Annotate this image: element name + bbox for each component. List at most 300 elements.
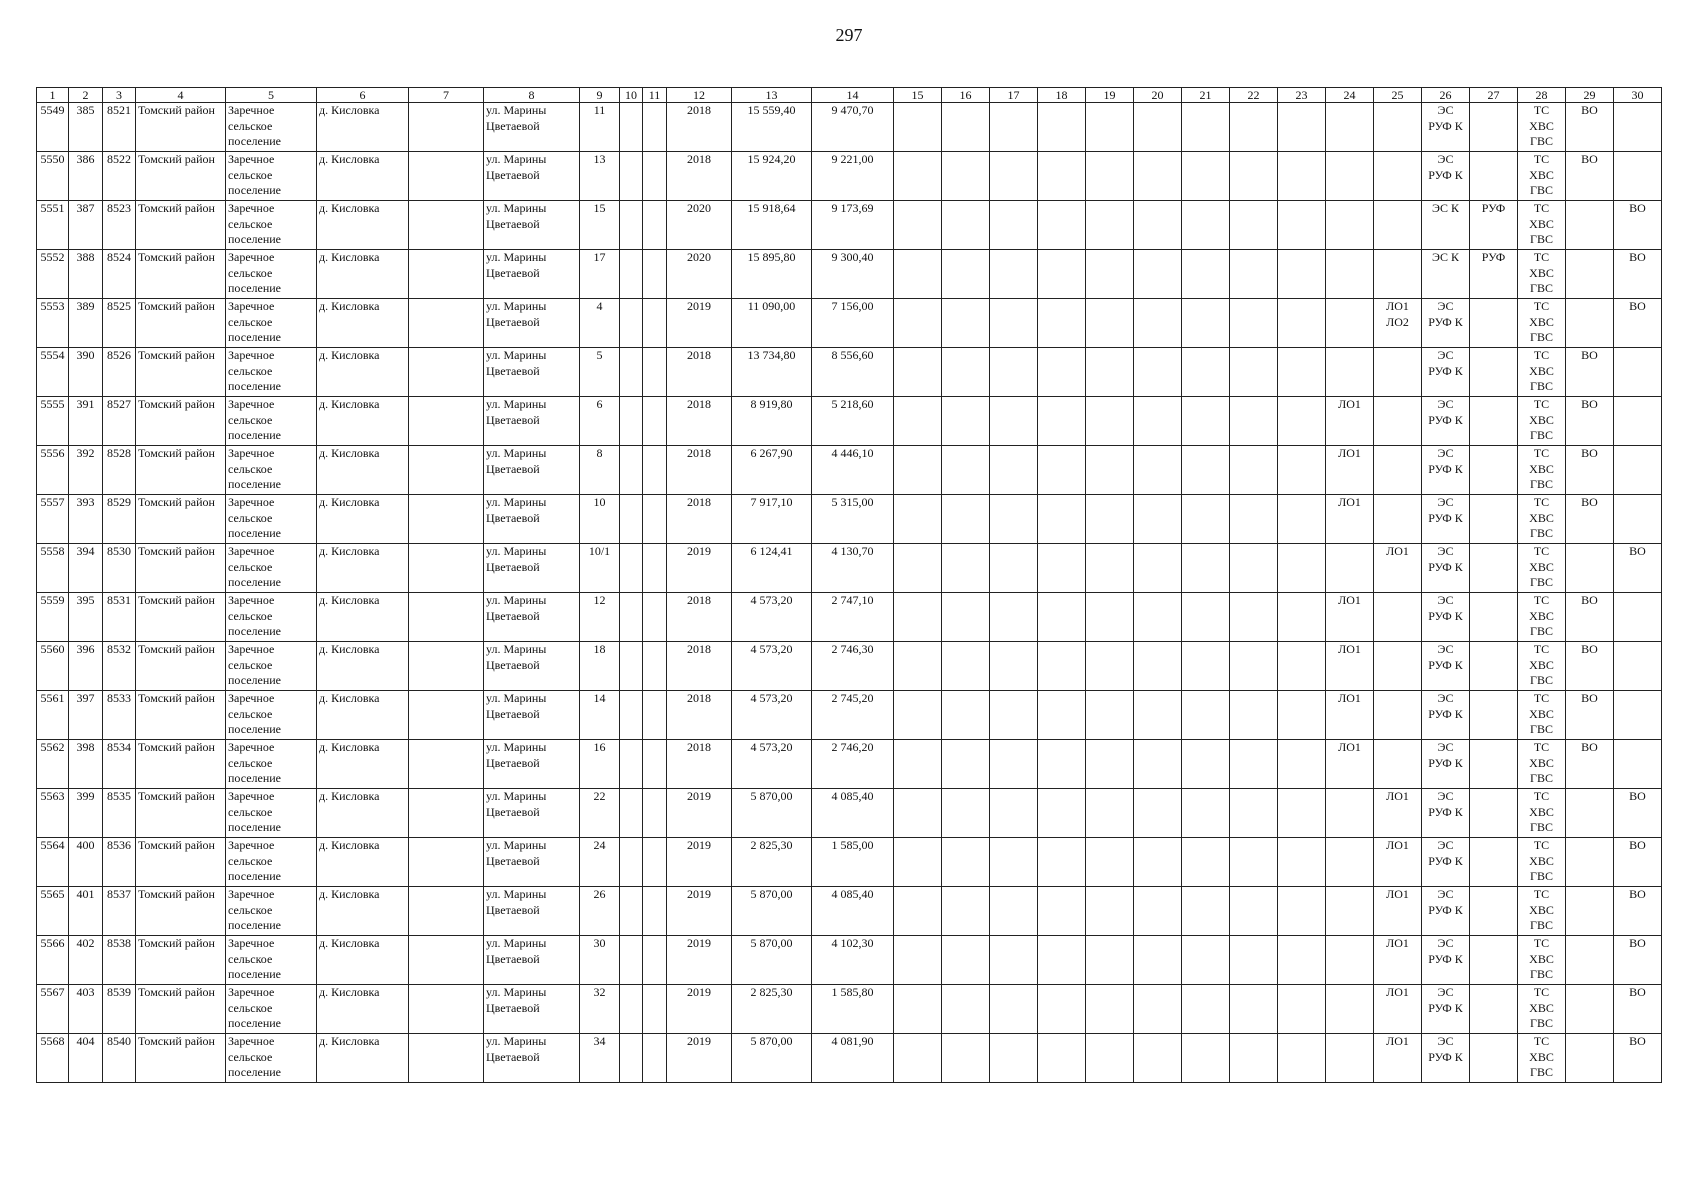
cell-street	[484, 397, 580, 446]
cell-col-20	[1134, 103, 1182, 152]
cell-district-text: Томский район	[138, 642, 215, 656]
cell-col-28	[1518, 789, 1566, 838]
cell-col-18	[1038, 936, 1086, 985]
cell-col-16	[942, 299, 990, 348]
cell-code-text: 8529	[107, 495, 131, 509]
cell-col-17	[990, 593, 1038, 642]
cell-col-15	[894, 495, 942, 544]
cell-house-number	[580, 152, 620, 201]
cell-col-15	[894, 642, 942, 691]
cell-col-7	[409, 446, 484, 495]
cell-col-22	[1230, 446, 1278, 495]
cell-locality	[317, 201, 409, 250]
cell-col-10	[620, 789, 643, 838]
cell-year-text: 2019	[687, 838, 711, 852]
cell-living-area	[812, 201, 894, 250]
cell-settlement	[226, 152, 317, 201]
cell-total-area	[732, 152, 812, 201]
cell-col-22	[1230, 544, 1278, 593]
cell-col-30-text: ВО	[1629, 544, 1646, 558]
cell-district-text: Томский район	[138, 985, 215, 999]
cell-total-area-text: 6 124,41	[750, 544, 793, 558]
cell-col-22	[1230, 985, 1278, 1034]
cell-col-30-text: ВО	[1629, 838, 1646, 852]
column-header-22: 22	[1230, 88, 1278, 103]
cell-col-19	[1086, 789, 1134, 838]
cell-col-22	[1230, 201, 1278, 250]
cell-col-28-text: ХВС	[1529, 461, 1554, 476]
cell-locality	[317, 887, 409, 936]
cell-street-text: ул. Марины	[486, 985, 547, 999]
cell-house-number	[580, 299, 620, 348]
cell-col-20	[1134, 593, 1182, 642]
cell-settlement-text: Заречное	[228, 838, 275, 852]
cell-col-28-text: ХВС	[1529, 608, 1554, 623]
cell-col-21	[1182, 740, 1230, 789]
cell-col-24-text: ЛО1	[1338, 691, 1361, 705]
cell-total-area	[732, 201, 812, 250]
table-row	[37, 985, 1662, 1034]
cell-settlement-text: Заречное	[228, 936, 275, 950]
cell-col-22	[1230, 348, 1278, 397]
cell-col-17	[990, 152, 1038, 201]
cell-street-text: Цветаевой	[486, 853, 540, 868]
cell-col-30	[1614, 446, 1662, 495]
cell-col-7	[409, 201, 484, 250]
cell-col-19	[1086, 201, 1134, 250]
cell-local-number-text: 401	[76, 887, 95, 901]
cell-locality-text: д. Кисловка	[319, 789, 380, 803]
cell-col-26	[1422, 348, 1470, 397]
cell-district	[136, 887, 226, 936]
cell-col-30	[1614, 250, 1662, 299]
cell-col-20	[1134, 299, 1182, 348]
cell-col-29	[1566, 593, 1614, 642]
cell-col-22	[1230, 103, 1278, 152]
cell-street-text: ул. Марины	[486, 740, 547, 754]
cell-settlement-text: сельское	[228, 951, 273, 966]
cell-col-30	[1614, 201, 1662, 250]
table-row	[37, 397, 1662, 446]
cell-col-26	[1422, 936, 1470, 985]
cell-col-27	[1470, 250, 1518, 299]
cell-col-29	[1566, 348, 1614, 397]
cell-house-number	[580, 544, 620, 593]
cell-locality-text: д. Кисловка	[319, 103, 380, 117]
cell-col-27	[1470, 544, 1518, 593]
cell-col-7	[409, 544, 484, 593]
cell-col-27	[1470, 642, 1518, 691]
cell-col-24	[1326, 201, 1374, 250]
cell-col-17	[990, 495, 1038, 544]
cell-year	[667, 838, 732, 887]
cell-col-15	[894, 103, 942, 152]
cell-col-17	[990, 201, 1038, 250]
cell-settlement-text: поселение	[228, 232, 282, 247]
cell-col-11	[643, 740, 667, 789]
cell-col-30-text: ВО	[1629, 1034, 1646, 1048]
cell-col-21	[1182, 789, 1230, 838]
cell-col-26	[1422, 495, 1470, 544]
cell-district	[136, 103, 226, 152]
cell-locality	[317, 593, 409, 642]
cell-col-11	[643, 1034, 667, 1083]
cell-record-number-text: 5556	[40, 446, 65, 460]
cell-code	[103, 201, 136, 250]
cell-col-10	[620, 348, 643, 397]
cell-col-28-text: ХВС	[1529, 951, 1554, 966]
cell-col-18	[1038, 838, 1086, 887]
cell-settlement-text: Заречное	[228, 495, 275, 509]
cell-col-18	[1038, 740, 1086, 789]
cell-living-area	[812, 985, 894, 1034]
cell-local-number	[69, 740, 103, 789]
cell-settlement-text: Заречное	[228, 201, 275, 215]
cell-col-7	[409, 103, 484, 152]
cell-col-28-text: ГВС	[1530, 722, 1553, 737]
cell-col-24-text: ЛО1	[1338, 740, 1361, 754]
table-header	[37, 88, 1662, 103]
cell-col-16	[942, 103, 990, 152]
cell-living-area	[812, 887, 894, 936]
cell-col-17	[990, 642, 1038, 691]
cell-living-area-text: 4 085,40	[831, 887, 874, 901]
cell-col-26-text: ЭС	[1437, 838, 1454, 852]
cell-col-27	[1470, 201, 1518, 250]
cell-district-text: Томский район	[138, 789, 215, 803]
cell-settlement-text: поселение	[228, 134, 282, 149]
cell-col-23	[1278, 691, 1326, 740]
cell-local-number	[69, 299, 103, 348]
cell-house-number-text: 13	[593, 152, 606, 166]
cell-col-26-text: РУФ К	[1428, 118, 1463, 133]
table-row	[37, 299, 1662, 348]
cell-col-19	[1086, 593, 1134, 642]
cell-settlement	[226, 446, 317, 495]
cell-col-23	[1278, 495, 1326, 544]
cell-col-28	[1518, 593, 1566, 642]
cell-col-28-text: ГВС	[1530, 183, 1553, 198]
cell-col-18	[1038, 789, 1086, 838]
cell-total-area	[732, 740, 812, 789]
cell-street-text: ул. Марины	[486, 201, 547, 215]
cell-col-26-text: ЭС	[1437, 985, 1454, 999]
cell-total-area-text: 11 090,00	[747, 299, 796, 313]
cell-col-17	[990, 299, 1038, 348]
cell-col-30	[1614, 642, 1662, 691]
cell-col-15	[894, 985, 942, 1034]
cell-col-15	[894, 201, 942, 250]
cell-col-30	[1614, 887, 1662, 936]
cell-col-21	[1182, 348, 1230, 397]
cell-house-number	[580, 201, 620, 250]
cell-col-27	[1470, 1034, 1518, 1083]
column-header-30: 30	[1614, 88, 1662, 103]
table-row	[37, 789, 1662, 838]
cell-record-number-text: 5551	[40, 201, 65, 215]
cell-col-17	[990, 250, 1038, 299]
cell-record-number	[37, 201, 69, 250]
column-header-4: 4	[136, 88, 226, 103]
cell-col-28-text: ГВС	[1530, 330, 1553, 345]
cell-settlement-text: поселение	[228, 967, 282, 982]
cell-district-text: Томский район	[138, 103, 215, 117]
cell-local-number	[69, 887, 103, 936]
column-header-8: 8	[484, 88, 580, 103]
cell-code	[103, 593, 136, 642]
cell-col-29	[1566, 838, 1614, 887]
cell-col-21	[1182, 985, 1230, 1034]
cell-col-25	[1374, 593, 1422, 642]
cell-record-number	[37, 936, 69, 985]
cell-col-23	[1278, 593, 1326, 642]
cell-col-28-text: ТС	[1533, 201, 1550, 215]
cell-district-text: Томский район	[138, 397, 215, 411]
cell-col-25-text: ЛО1	[1386, 887, 1409, 901]
cell-col-25	[1374, 740, 1422, 789]
cell-col-26	[1422, 544, 1470, 593]
cell-settlement-text: Заречное	[228, 299, 275, 313]
cell-col-28-text: ТС	[1533, 642, 1550, 656]
cell-col-26-text: РУФ К	[1428, 755, 1463, 770]
cell-col-7	[409, 887, 484, 936]
cell-col-28	[1518, 740, 1566, 789]
cell-code	[103, 544, 136, 593]
cell-year-text: 2019	[687, 544, 711, 558]
cell-col-25	[1374, 495, 1422, 544]
cell-year-text: 2019	[687, 985, 711, 999]
cell-col-25	[1374, 887, 1422, 936]
cell-local-number	[69, 446, 103, 495]
cell-local-number	[69, 642, 103, 691]
cell-code-text: 8524	[107, 250, 131, 264]
cell-district	[136, 1034, 226, 1083]
cell-col-26	[1422, 152, 1470, 201]
cell-col-18	[1038, 691, 1086, 740]
cell-living-area-text: 4 085,40	[831, 789, 874, 803]
cell-col-11	[643, 201, 667, 250]
cell-col-26-text: ЭС	[1437, 1034, 1454, 1048]
cell-year-text: 2018	[687, 152, 711, 166]
cell-year	[667, 789, 732, 838]
cell-col-10	[620, 740, 643, 789]
cell-settlement	[226, 593, 317, 642]
cell-local-number	[69, 348, 103, 397]
cell-col-21	[1182, 299, 1230, 348]
cell-col-26	[1422, 299, 1470, 348]
cell-local-number-text: 388	[76, 250, 95, 264]
cell-street-text: ул. Марины	[486, 299, 547, 313]
column-header-28: 28	[1518, 88, 1566, 103]
cell-col-26	[1422, 789, 1470, 838]
cell-col-26	[1422, 250, 1470, 299]
cell-col-28-text: ХВС	[1529, 167, 1554, 182]
cell-col-25	[1374, 838, 1422, 887]
cell-year	[667, 495, 732, 544]
cell-col-30	[1614, 740, 1662, 789]
cell-col-28-text: ХВС	[1529, 755, 1554, 770]
cell-col-15	[894, 348, 942, 397]
cell-local-number	[69, 936, 103, 985]
cell-year-text: 2018	[687, 740, 711, 754]
cell-col-20	[1134, 838, 1182, 887]
cell-street-text: Цветаевой	[486, 363, 540, 378]
cell-house-number-text: 11	[593, 103, 606, 117]
cell-col-7	[409, 152, 484, 201]
cell-district-text: Томский район	[138, 1034, 215, 1048]
cell-settlement-text: Заречное	[228, 789, 275, 803]
cell-local-number-text: 400	[76, 838, 95, 852]
cell-col-24	[1326, 642, 1374, 691]
cell-col-30	[1614, 495, 1662, 544]
cell-col-28-text: ТС	[1533, 838, 1550, 852]
cell-local-number-text: 395	[76, 593, 95, 607]
cell-col-28	[1518, 887, 1566, 936]
cell-col-11	[643, 152, 667, 201]
cell-col-22	[1230, 789, 1278, 838]
cell-record-number-text: 5566	[40, 936, 65, 950]
cell-total-area-text: 5 870,00	[750, 789, 793, 803]
cell-house-number	[580, 740, 620, 789]
cell-col-19	[1086, 152, 1134, 201]
cell-col-17	[990, 789, 1038, 838]
column-header-15: 15	[894, 88, 942, 103]
cell-living-area	[812, 936, 894, 985]
cell-district-text: Томский район	[138, 838, 215, 852]
cell-col-29	[1566, 887, 1614, 936]
cell-total-area	[732, 593, 812, 642]
cell-col-21	[1182, 397, 1230, 446]
cell-col-29-text: ВО	[1581, 397, 1598, 411]
cell-col-24	[1326, 152, 1374, 201]
cell-col-7	[409, 495, 484, 544]
cell-col-29	[1566, 789, 1614, 838]
cell-record-number-text: 5565	[40, 887, 65, 901]
cell-col-16	[942, 1034, 990, 1083]
cell-year	[667, 250, 732, 299]
cell-record-number	[37, 642, 69, 691]
column-header-5: 5	[226, 88, 317, 103]
cell-col-15	[894, 1034, 942, 1083]
cell-col-20	[1134, 446, 1182, 495]
cell-street-text: ул. Марины	[486, 838, 547, 852]
cell-col-27	[1470, 985, 1518, 1034]
cell-col-29	[1566, 691, 1614, 740]
cell-col-26	[1422, 593, 1470, 642]
column-header-10: 10	[620, 88, 643, 103]
cell-house-number	[580, 1034, 620, 1083]
cell-house-number	[580, 593, 620, 642]
cell-record-number-text: 5567	[40, 985, 65, 999]
cell-col-25	[1374, 936, 1422, 985]
cell-col-24	[1326, 348, 1374, 397]
cell-col-15	[894, 446, 942, 495]
cell-col-26	[1422, 397, 1470, 446]
cell-settlement-text: поселение	[228, 428, 282, 443]
cell-col-25	[1374, 789, 1422, 838]
cell-col-21	[1182, 887, 1230, 936]
cell-col-27	[1470, 299, 1518, 348]
cell-street	[484, 201, 580, 250]
cell-district-text: Томский район	[138, 593, 215, 607]
column-header-16: 16	[942, 88, 990, 103]
cell-col-18	[1038, 446, 1086, 495]
cell-living-area-text: 8 556,60	[831, 348, 874, 362]
cell-total-area-text: 2 825,30	[750, 985, 793, 999]
cell-col-16	[942, 740, 990, 789]
cell-col-26-text: ЭС	[1437, 740, 1454, 754]
cell-col-29	[1566, 642, 1614, 691]
cell-col-27	[1470, 348, 1518, 397]
cell-code	[103, 789, 136, 838]
cell-year	[667, 299, 732, 348]
cell-street	[484, 250, 580, 299]
cell-record-number-text: 5555	[40, 397, 65, 411]
cell-year-text: 2018	[687, 691, 711, 705]
cell-settlement	[226, 201, 317, 250]
cell-record-number	[37, 152, 69, 201]
cell-total-area-text: 5 870,00	[750, 936, 793, 950]
cell-settlement-text: поселение	[228, 281, 282, 296]
cell-col-28-text: ТС	[1533, 593, 1550, 607]
cell-settlement-text: поселение	[228, 1016, 282, 1031]
cell-street-text: ул. Марины	[486, 544, 547, 558]
cell-living-area-text: 2 747,10	[831, 593, 874, 607]
cell-district-text: Томский район	[138, 887, 215, 901]
cell-local-number	[69, 103, 103, 152]
cell-col-15	[894, 152, 942, 201]
cell-local-number-text: 399	[76, 789, 95, 803]
cell-col-26-text: РУФ К	[1428, 167, 1463, 182]
cell-col-28	[1518, 985, 1566, 1034]
cell-code-text: 8538	[107, 936, 131, 950]
cell-col-10	[620, 397, 643, 446]
table-row	[37, 103, 1662, 152]
table-row	[37, 250, 1662, 299]
cell-total-area-text: 5 870,00	[750, 1034, 793, 1048]
cell-col-26-text: РУФ К	[1428, 853, 1463, 868]
cell-living-area	[812, 152, 894, 201]
cell-col-28-text: ТС	[1533, 691, 1550, 705]
cell-col-30	[1614, 299, 1662, 348]
column-header-9: 9	[580, 88, 620, 103]
cell-code-text: 8532	[107, 642, 131, 656]
cell-col-25-text: ЛО1	[1386, 544, 1409, 558]
cell-col-28-text: ТС	[1533, 103, 1550, 117]
cell-col-10	[620, 446, 643, 495]
cell-settlement-text: сельское	[228, 216, 273, 231]
cell-street-text: Цветаевой	[486, 706, 540, 721]
cell-settlement-text: сельское	[228, 1000, 273, 1015]
cell-living-area-text: 7 156,00	[831, 299, 874, 313]
cell-locality	[317, 299, 409, 348]
cell-col-17	[990, 838, 1038, 887]
cell-district	[136, 495, 226, 544]
cell-local-number-text: 390	[76, 348, 95, 362]
cell-col-7	[409, 348, 484, 397]
cell-col-11	[643, 936, 667, 985]
cell-street-text: Цветаевой	[486, 902, 540, 917]
cell-col-18	[1038, 593, 1086, 642]
cell-col-27	[1470, 887, 1518, 936]
cell-col-17	[990, 348, 1038, 397]
cell-col-27	[1470, 593, 1518, 642]
cell-total-area-text: 6 267,90	[750, 446, 793, 460]
cell-col-20	[1134, 495, 1182, 544]
cell-col-22	[1230, 1034, 1278, 1083]
cell-locality-text: д. Кисловка	[319, 299, 380, 313]
cell-settlement-text: поселение	[228, 869, 282, 884]
